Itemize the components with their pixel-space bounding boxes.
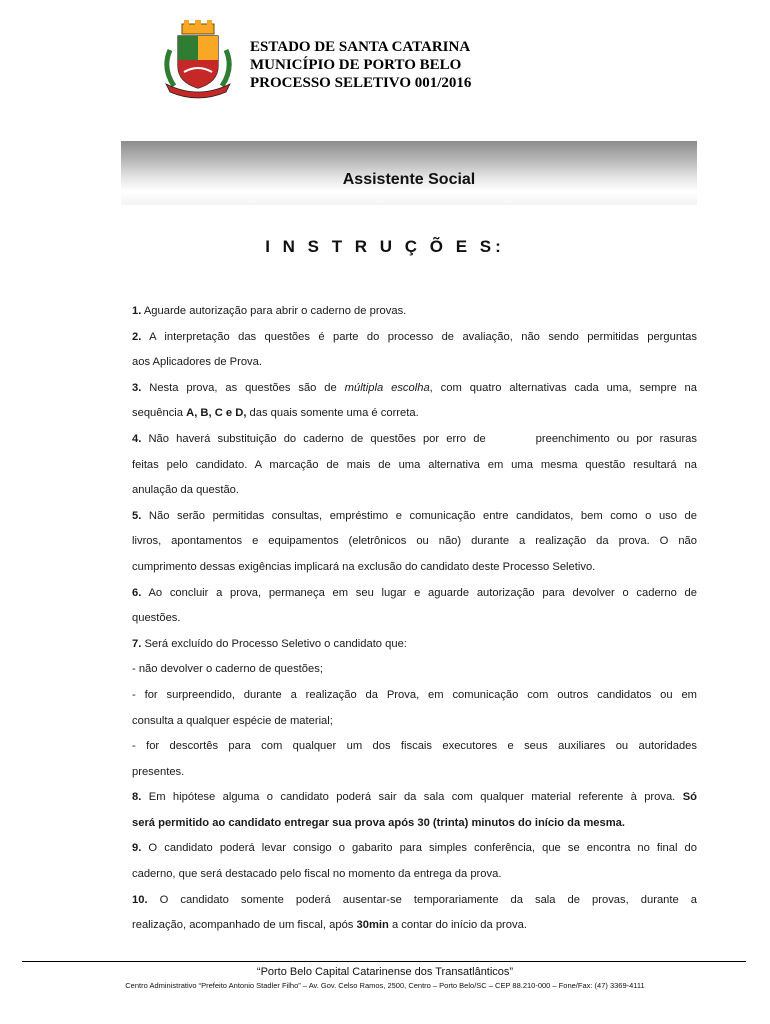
instruction-item-8-cont <box>132 811 697 837</box>
instruction-item-8 <box>132 785 697 811</box>
footer-address: Centro Administrativo “Prefeito Antonio Stadler Filho” – Av. Gov. Celso Ramos, 2500, Centro – Porto Belo/SC – CEP 88.210-000 – Fone/Fax: (47) 3369-4111 <box>125 981 645 990</box>
item-text: , com quatro alternativas cada uma, sempre na <box>429 381 697 394</box>
instructions-heading: I N S T R U Ç Õ E S: <box>265 237 505 256</box>
header-title-block <box>250 38 471 92</box>
instruction-item-4 <box>132 427 697 453</box>
item-text: A interpretação das questões é parte do processo de avaliação, não sendo permitidas perguntas <box>141 330 697 343</box>
instruction-item-9 <box>132 836 697 862</box>
item-number: 3. <box>132 381 142 394</box>
item-text: questões. <box>132 612 181 625</box>
item-text: O candidato poderá levar consigo o gabarito para simples conferência, que se encontra no final do <box>141 842 697 855</box>
instruction-item-1 <box>132 299 697 325</box>
item-bold: será permitido ao candidato entregar sua prova após 30 (trinta) minutos do início da mesma. <box>132 816 625 829</box>
instruction-item-4-cont <box>132 453 697 479</box>
item-text: Em hipótese alguma o candidato poderá sair da sala com qualquer material referente à prova. <box>141 791 683 804</box>
item-text: livros, apontamentos e equipamentos (eletrônicos ou não) durante a realização da prova. O não <box>132 535 697 548</box>
exclusion-bullet-2-cont <box>132 709 697 735</box>
item-text: - não devolver o caderno de questões; <box>132 663 323 676</box>
item-number: 2. <box>132 330 142 343</box>
item-number: 5. <box>132 509 142 522</box>
exclusion-bullet-2 <box>132 683 697 709</box>
exclusion-bullet-3-cont <box>132 760 697 786</box>
item-text: aos Aplicadores de Prova. <box>132 356 262 369</box>
item-text: anulação da questão. <box>132 484 239 497</box>
document-header <box>160 18 720 98</box>
item-text: realização, acompanhado de um fiscal, após <box>132 919 357 932</box>
exclusion-bullet-1 <box>132 657 697 683</box>
item-text: Ao concluir a prova, permaneça em seu lugar e aguarde autorização para devolver o caderno de <box>141 586 697 599</box>
item-text: - for descortês para com qualquer um dos fiscais executores e seus auxiliares ou autoridades <box>132 740 697 753</box>
municipal-coat-of-arms-icon <box>160 20 236 100</box>
item-text: O candidato somente poderá ausentar-se temporariamente da sala de provas, durante a <box>147 893 697 906</box>
instruction-item-7 <box>132 632 697 658</box>
item-text: Nesta prova, as questões são de <box>141 381 345 394</box>
item-bold: Só <box>682 791 697 804</box>
item-number: 10. <box>132 893 148 906</box>
item-text: Não haverá substituição do caderno de questões por erro de preenchimento ou por rasuras <box>141 432 697 445</box>
item-text: Será excluído do Processo Seletivo o candidato que: <box>141 637 407 650</box>
exclusion-bullet-3 <box>132 734 697 760</box>
instruction-item-9-cont <box>132 862 697 888</box>
instruction-item-3-cont <box>132 401 697 427</box>
instruction-item-4-cont <box>132 478 697 504</box>
item-text: cumprimento dessas exigências implicará na exclusão do candidato deste Processo Seletivo. <box>132 560 596 573</box>
item-text: Não serão permitidas consultas, empréstimo e comunicação entre candidatos, bem como o uso de <box>141 509 697 522</box>
item-text: caderno, que será destacado pelo fiscal no momento da entrega da prova. <box>132 868 502 881</box>
instruction-item-2-cont <box>132 350 697 376</box>
instruction-item-2 <box>132 325 697 351</box>
item-text: das quais somente uma é correta. <box>246 407 419 420</box>
item-number: 9. <box>132 842 142 855</box>
header-municipality: MUNICÍPIO DE PORTO BELO <box>250 57 462 73</box>
instruction-item-6-cont <box>132 606 697 632</box>
instruction-item-6 <box>132 581 697 607</box>
instruction-item-5 <box>132 504 697 530</box>
item-number: 4. <box>132 432 142 445</box>
item-bold: A, B, C e D, <box>186 407 247 420</box>
item-number: 7. <box>132 637 142 650</box>
instruction-item-10-cont <box>132 913 697 939</box>
header-state: ESTADO DE SANTA CATARINA <box>250 39 471 55</box>
instruction-item-5-cont <box>132 555 697 581</box>
instruction-item-5-cont <box>132 529 697 555</box>
footer-divider <box>22 961 746 962</box>
item-text: Aguarde autorização para abrir o caderno de provas. <box>141 305 407 317</box>
item-number: 1. <box>132 305 142 317</box>
instructions-list <box>132 299 697 939</box>
item-number: 6. <box>132 586 142 599</box>
job-title-banner <box>121 141 697 205</box>
item-text: presentes. <box>132 765 185 778</box>
item-bold: 30min <box>356 919 389 932</box>
instruction-item-3 <box>132 376 697 402</box>
item-text: consulta a qualquer espécie de material; <box>132 714 333 727</box>
item-text: - for surpreendido, durante a realização da Prova, em comunicação com outros candidatos ou em <box>132 688 697 701</box>
job-title: Assistente Social <box>342 171 476 188</box>
header-process: PROCESSO SELETIVO 001/2016 <box>250 75 472 91</box>
footer-motto: “Porto Belo Capital Catarinense dos Transatlânticos” <box>256 966 514 978</box>
instruction-item-10 <box>132 888 697 914</box>
item-number: 8. <box>132 791 142 804</box>
item-text: a contar do início da prova. <box>388 919 527 932</box>
item-text: feitas pelo candidato. A marcação de mais de uma alternativa em uma mesma questão resultará na <box>132 458 697 471</box>
item-emphasis: múltipla escolha <box>344 381 430 394</box>
item-text: sequência <box>132 407 187 420</box>
